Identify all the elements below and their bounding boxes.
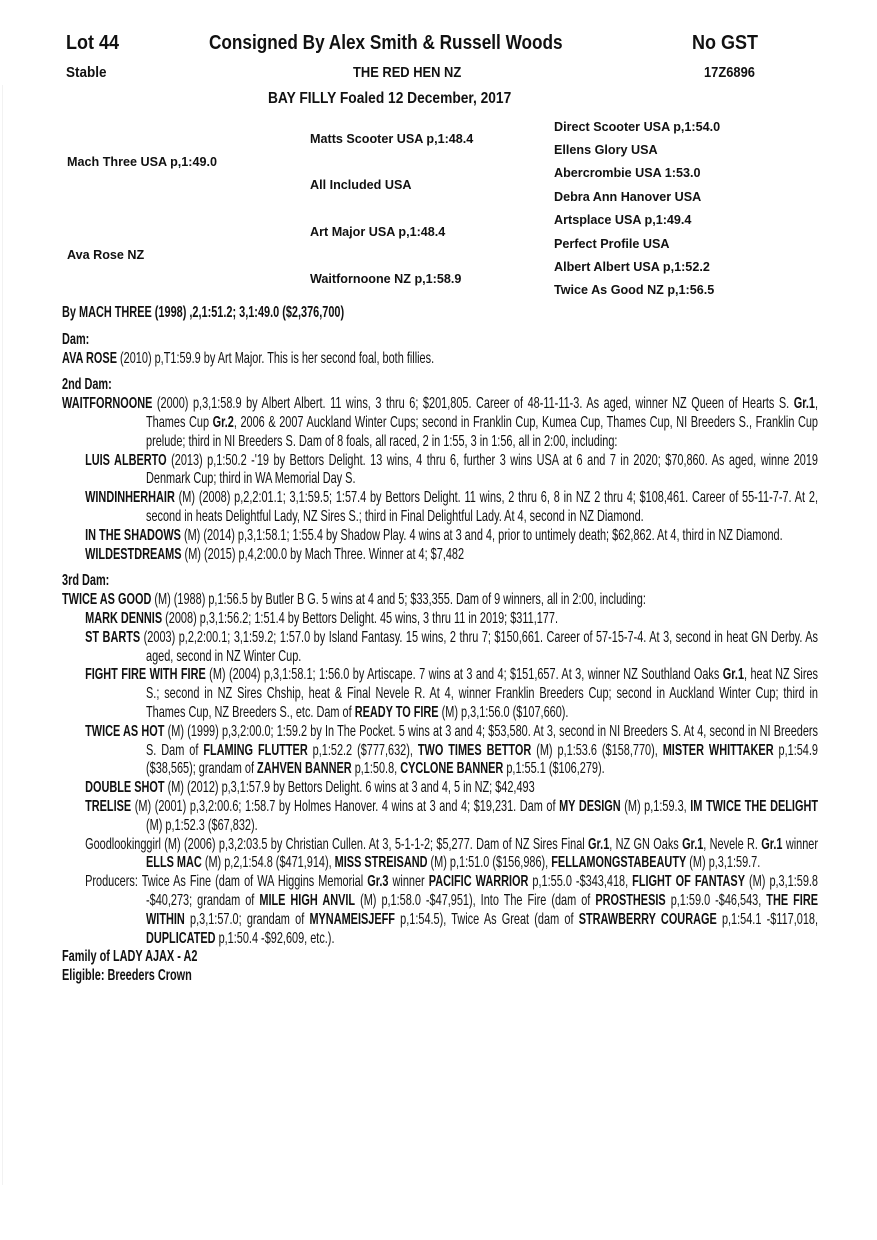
text-run: , 2006 & 2007 Auckland Winter Cups; second in Franklin Cup, Kumea Cup, Thames Cup, NI Breeders S., Franklin Cup prelude; third in NI Breeders S. Dam of 8 foals, all raced, 2 in 1:55, 3 in 1:56, all in 2:00, including: [146, 413, 818, 450]
pedigree-dam-dam: Waitfornoone NZ p,1:58.9 [310, 272, 462, 286]
bold-text-run: Gr.1 [722, 666, 745, 684]
progeny-entry [62, 873, 818, 948]
text-run: p,1:55.1 ($106,279). [503, 760, 605, 778]
text-run: (M) p,3,1:59.8 -$40,273; grandam of [146, 873, 818, 909]
bold-text-run: FLAMING FLUTTER [203, 741, 308, 759]
text-run: p,1:59.0 -$46,543, [665, 891, 767, 909]
bold-text-run: IM TWICE THE DELIGHT [690, 797, 818, 815]
text-run: p,1:50.8, [351, 760, 401, 778]
text-run: winner [388, 873, 429, 891]
progeny-entry [62, 629, 818, 667]
text-run: winner [782, 835, 818, 853]
bold-text-run: PROSTHESIS [595, 891, 666, 909]
bold-text-run: TWICE AS GOOD [62, 591, 152, 609]
bold-text-run: Gr.3 [367, 873, 389, 891]
bold-text-run: MILE HIGH ANVIL [259, 891, 356, 909]
dam-entry [62, 350, 818, 369]
bold-text-run: WINDINHERHAIR [85, 489, 175, 507]
text-run: (M) (1999) p,3,2:00.0; 1:59.2 by In The Pocket. 5 wins at 3 and 4; $53,580. At 3, second in NI Breeders S. At 4, second in NI Breeders S. Dam of [146, 722, 819, 759]
bold-text-run: MY DESIGN [559, 797, 621, 815]
bold-text-run: ELLS MAC [146, 854, 202, 872]
bold-text-run: Gr.2 [212, 413, 234, 431]
second-dam-entry [62, 395, 818, 451]
text-run: p,1:55.0 -$343,418, [528, 873, 633, 891]
text-run: (2013) p,1:50.2 -'19 by Bettors Delight. 13 wins, 4 thru 6, further 3 wins USA at 6 and 7 in 2020; $70,860. As aged, winne 2019 Denmark Cup; third in WA Memorial Day S. [146, 451, 819, 488]
bold-text-run: MISTER WHITTAKER [662, 741, 774, 759]
horse-name-text: THE RED HEN NZ [353, 64, 462, 81]
bold-text-run: PACIFIC WARRIOR [428, 873, 529, 891]
text-run: (M) p,1:53.6 ($158,770), [531, 741, 663, 759]
text-run: p,1:50.4 -$92,609, etc.). [215, 929, 335, 947]
progeny-entry [62, 836, 818, 874]
text-run: p,1:54.9 ($38,565); grandam of [146, 741, 818, 778]
progeny-entry [62, 723, 818, 779]
bold-text-run: WAITFORNOONE [62, 395, 153, 413]
text-run: (M) p,3,1:56.0 ($107,660). [438, 703, 569, 721]
pedigree-sire-sire: Matts Scooter USA p,1:48.4 [310, 132, 474, 146]
third-dam-progeny-list [62, 610, 818, 948]
progeny-entry [62, 546, 818, 565]
horse-description-text: BAY FILLY Foaled 12 December, 2017 [268, 90, 512, 107]
text-run: (M) p,3,1:59.7. [686, 854, 761, 872]
bold-text-run: Gr.1 [761, 835, 783, 853]
bold-text-run: DOUBLE SHOT [85, 779, 165, 797]
text-run: , Nevele R. [703, 835, 762, 853]
sire-summary: By MACH THREE (1998) ,2,1:51.2; 3,1:49.0 ($2,376,700) [62, 304, 345, 321]
pedigree-gen3-4: Debra Ann Hanover USA [554, 190, 702, 204]
horse-description [268, 90, 551, 108]
pedigree-gen3-7: Albert Albert USA p,1:52.2 [554, 260, 710, 274]
pedigree-dam-sire: Art Major USA p,1:48.4 [310, 225, 446, 239]
bold-text-run: ZAHVEN BANNER [257, 760, 352, 778]
text-run: p,3,1:57.0; grandam of [184, 910, 310, 928]
eligibility-line: Eligible: Breeders Crown [62, 967, 192, 985]
horse-name [353, 64, 479, 81]
consignor [209, 32, 620, 55]
text-run: (2010) p,T1:59.9 by Art Major. This is her second foal, both fillies. [116, 349, 435, 367]
bold-text-run: Gr.1 [793, 395, 815, 413]
dam-heading: Dam: [62, 330, 90, 348]
bold-text-run: ST BARTS [85, 628, 141, 646]
bold-text-run: TWO TIMES BETTOR [417, 741, 532, 759]
bold-text-run: DUPLICATED [146, 929, 216, 947]
progeny-entry [62, 798, 818, 836]
pedigree-sire-dam: All Included USA [310, 178, 412, 192]
pedigree-gen3-6: Perfect Profile USA [554, 237, 670, 251]
text-run: (M) p,1:52.3 ($67,832). [146, 816, 258, 834]
page-edge-line [2, 85, 3, 1185]
text-run: , heat NZ Sires S.; second in NZ Sires Chship, heat & Final Nevele R. At 4, winner Franklin Breeders Cup; second in Auckland Winter Cup; third in Thames Cup, NZ Breeders S., etc. Dam of [146, 666, 819, 721]
bold-text-run: LUIS ALBERTO [85, 451, 167, 469]
text-run: Goodlookinggirl (M) (2006) p,3,2:03.5 by Christian Cullen. At 3, 5-1-1-2; $5,277. Dam of NZ Sires Final [85, 835, 589, 853]
pedigree-gen3-2: Ellens Glory USA [554, 143, 658, 157]
text-run: , Thames Cup [146, 395, 818, 431]
bold-text-run: AVA ROSE [62, 349, 117, 367]
bold-text-run: MARK DENNIS [85, 609, 163, 627]
bold-text-run: CYCLONE BANNER [400, 760, 504, 778]
pedigree-gen3-8: Twice As Good NZ p,1:56.5 [554, 283, 715, 297]
bold-text-run: STRAWBERRY COURAGE [578, 910, 717, 928]
bold-text-run: MYNAMEISJEFF [309, 910, 395, 928]
lot-number [66, 32, 125, 55]
third-dam-heading: 3rd Dam: [62, 572, 110, 590]
text-run: (M) (2004) p,3,1:58.1; 1:56.0 by Artiscape. 7 wins at 3 and 4; $151,657. At 3, winner NZ Southland Oaks [205, 666, 723, 684]
text-run: (M) (2008) p,2,2:01.1; 3,1:59.5; 1:57.4 by Bettors Delight. 11 wins, 2 thru 6, 8 in NZ 2 thru 4; $108,461. Career of 55-11-7-7. At 2, second in heats Delightful Lady, NZ Sires S.; third in Final Delightful Lady. At 4, second in NZ Diamond. [146, 489, 818, 525]
text-run: (M) (1988) p,1:56.5 by Butler B G. 5 wins at 4 and 5; $33,355. Dam of 9 winners, all in 2:00, including: [151, 591, 646, 609]
consignor-text: Consigned By Alex Smith & Russell Woods [209, 32, 563, 54]
pedigree-gen3-3: Abercrombie USA 1:53.0 [554, 166, 701, 180]
progeny-entry [62, 527, 818, 546]
progeny-entry [62, 666, 818, 722]
text-run: Producers: Twice As Fine (dam of WA Higgins Memorial [85, 873, 368, 891]
text-run: (M) p,1:59.3, [620, 797, 691, 815]
text-run: p,1:54.5), Twice As Great (dam of [394, 910, 579, 928]
pedigree-dam: Ava Rose NZ [67, 248, 145, 262]
bold-text-run: TRELISE [85, 797, 132, 815]
pedigree-gen3-5: Artsplace USA p,1:49.4 [554, 213, 692, 227]
bold-text-run: Gr.1 [682, 835, 704, 853]
progeny-entry [62, 610, 818, 629]
gst-status [692, 32, 765, 55]
bold-text-run: WILDESTDREAMS [85, 545, 182, 563]
text-run: (2008) p,3,1:56.2; 1:51.4 by Bettors Delight. 45 wins, 3 thru 11 in 2019; $311,177. [162, 609, 558, 627]
second-dam-progeny-list [62, 452, 818, 565]
text-run: , NZ GN Oaks [609, 835, 683, 853]
id-code [704, 64, 763, 81]
bold-text-run: MISS STREISAND [334, 854, 428, 872]
id-code-text: 17Z6896 [704, 64, 755, 81]
bold-text-run: THE FIRE WITHIN [146, 891, 818, 928]
bold-text-run: FIGHT FIRE WITH FIRE [85, 666, 206, 684]
bold-text-run: READY TO FIRE [354, 703, 439, 721]
text-run: p,1:52.2 ($777,632), [307, 741, 418, 759]
stable-label-text: Stable [66, 64, 107, 81]
text-run: (M) p,1:58.0 -$47,951), Into The Fire (dam of [355, 891, 596, 909]
text-run: (M) p,2,1:54.8 ($471,914), [201, 854, 335, 872]
pedigree-gen3-1: Direct Scooter USA p,1:54.0 [554, 120, 721, 134]
bold-text-run: Gr.1 [588, 835, 610, 853]
bold-text-run: FLIGHT OF FANTASY [632, 873, 745, 891]
text-run: (M) (2015) p,4,2:00.0 by Mach Three. Winner at 4; $7,482 [181, 545, 465, 563]
text-run: (2003) p,2,2:00.1; 3,1:59.2; 1:57.0 by Island Fantasy. 15 wins, 2 thru 7; $150,661. Career of 57-15-7-4. At 3, second in heat GN Derby. As aged, second in NZ Winter Cup. [140, 628, 819, 665]
family-line: Family of LADY AJAX - A2 [62, 948, 198, 966]
gst-text: No GST [692, 32, 759, 54]
progeny-entry [62, 779, 818, 798]
text-run: (M) p,1:51.0 ($156,986), [427, 854, 552, 872]
bold-text-run: IN THE SHADOWS [85, 526, 181, 544]
text-run: p,1:54.1 -$117,018, [716, 910, 818, 928]
bold-text-run: FELLAMONGSTABEAUTY [551, 854, 687, 872]
third-dam-entry [62, 591, 818, 610]
second-dam-heading: 2nd Dam: [62, 376, 112, 394]
text-run: (2000) p,3,1:58.9 by Albert Albert. 11 wins, 3 thru 6; $201,805. Career of 48-11-11-3. As aged, winner NZ Queen of Hearts S. [152, 395, 794, 413]
stable-label [66, 64, 111, 81]
progeny-entry [62, 489, 818, 527]
catalogue-body [62, 304, 818, 986]
lot-number-text: Lot 44 [66, 32, 120, 54]
pedigree-sire: Mach Three USA p,1:49.0 [67, 155, 218, 169]
text-run: (M) (2014) p,3,1:58.1; 1:55.4 by Shadow Play. 4 wins at 3 and 4, prior to untimely death; $62,862. At 4, third in NZ Diamond. [180, 526, 783, 544]
text-run: (M) (2012) p,3,1:57.9 by Bettors Delight. 6 wins at 3 and 4, 5 in NZ; $42,493 [164, 779, 535, 797]
progeny-entry [62, 452, 818, 490]
bold-text-run: TWICE AS HOT [85, 722, 165, 740]
text-run: (M) (2001) p,3,2:00.6; 1:58.7 by Holmes Hanover. 4 wins at 3 and 4; $19,231. Dam of [131, 797, 560, 815]
